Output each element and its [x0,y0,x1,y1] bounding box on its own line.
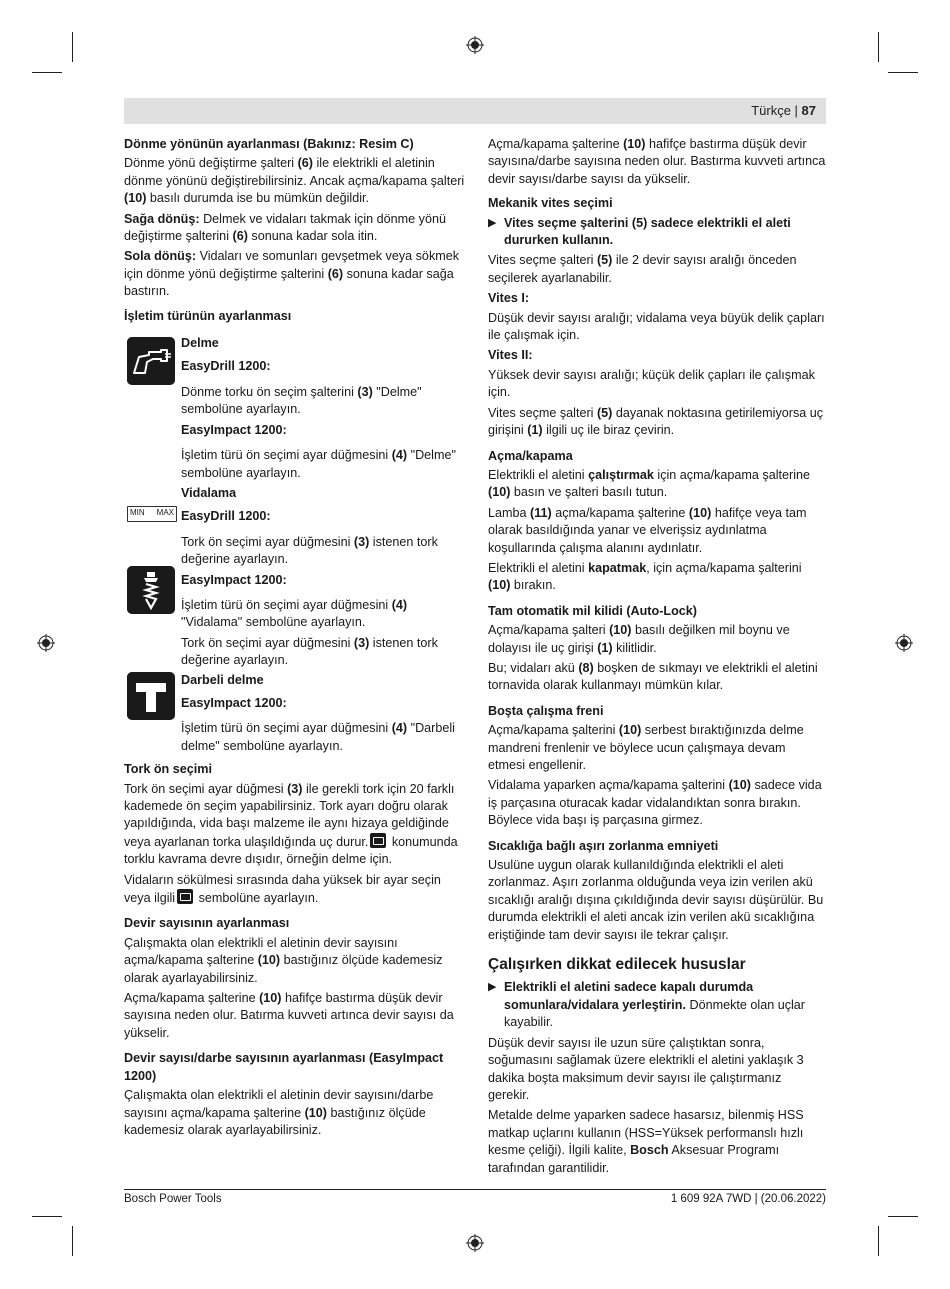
crop-mark [32,1216,62,1217]
warning-bullet: ▶ Elektrikli el aletini sadece kapalı durumda somunlara/vidalara yerleştirin. Dönmekte olan uçlar kayabilir. [488,980,806,1030]
paragraph: Vites seçme şalteri (5) ile 2 devir sayısı aralığı önceden seçilerek ayarlanabilir. [488,253,797,285]
paragraph: Usulüne uygun olarak kullanıldığında elektrikli el aleti zorlanmaz. Aşırı zorlanma olduğunda veya izin verilen akü sıcaklığı aralığı dışına çıkıldığında devir sayısı düşürülür. Bu durumda elektrikli el aleti ancak izin verilen akü sıcaklığına eriştiğinde tam devir sayısı ile tekrar çalışır. [488,858,824,942]
crop-mark [72,32,73,62]
right-column [488,136,826,1180]
paragraph: İşletim türü ön seçimi ayar düğmesini (4) "Vidalama" sembolüne ayarlayın. [181,597,408,630]
crop-mark [888,1216,918,1217]
section-title: Devir sayısı/darbe sayısının ayarlanması (EasyImpact 1200) [124,1051,444,1083]
mode-impact-drilling [124,672,468,756]
paragraph: Vidalama yaparken açma/kapama şalterini (10) sadece vida iş parçasına oturacak kadar vidalandıktan sonra bırakın. Böylece vida başı iş parçasına girmez. [488,778,822,828]
crop-mark [32,72,62,73]
mode-title: Darbeli delme [181,672,264,687]
paragraph: Yüksek devir sayısı aralığı; küçük delik çapları ile çalışmak için. [488,367,815,400]
paragraph: Tork ön seçimi ayar düğmesini (3) istenen tork değerine ayarlayın. [181,534,438,567]
header-language: Türkçe [751,103,791,118]
paragraph: Çalışmakta olan elektrikli el aletinin devir sayısını açma/kapama şalterine (10) bastığınız ölçüde kademesiz olarak ayarlayabilirsiniz. [124,935,443,985]
model-label: EasyImpact 1200: [181,572,287,587]
header-text: Türkçe | 87 [751,103,816,118]
paragraph: Çalışmakta olan elektrikli el aletinin devir sayısını/darbe sayısını açma/kapama şalterine (10) bastığınız ölçüde kademesiz olarak ayarlayabilirsiniz. [124,1088,434,1137]
crop-mark [72,1226,73,1256]
screw-mode-icon [127,566,175,614]
drill-symbol-icon [370,833,386,848]
page-header [124,98,826,124]
mode-screwdriving [124,485,468,670]
bullet-triangle-icon: ▶ [488,216,497,229]
footer-brand: Bosch Power Tools [124,1193,222,1205]
paragraph: Tork ön seçimi ayar düğmesi (3) ile gerekli tork için 20 farklı kademede ön seçim yapabilirsiniz. Tork ayarı doğru olarak yapıldığında, vida başı malzeme ile aynı hizaya geldiğinde veya ayarlanan torka ulaşıldığında uç durur. konumunda torklu kavrama devre dışıdır, örneğin delme için. [124,781,458,867]
section-title: Tork ön seçimi [124,762,212,777]
gear-label: Vites I: [488,291,530,306]
paragraph: Açma/kapama şalteri (10) basılı değilken mil boynu ve dolayısı ile uç girişi (1) kilitlidir. [488,623,790,655]
paragraph: Elektrikli el aletini kapatmak, için açma/kapama şalterini (10) bırakın. [488,560,802,593]
model-label: EasyImpact 1200: [181,695,287,710]
mode-title: Vidalama [181,485,237,500]
gear-label: Vites II: [488,348,533,363]
section-title: Mekanik vites seçimi [488,196,613,211]
paragraph: Dönme yönü değiştirme şalteri (6) ile elektrikli el aletinin dönme yönünü değiştirebilirsiniz. Ancak açma/kapama şalteri (10) basılı durumda ise bu mümkün değildir. [124,156,465,206]
crop-mark [878,32,879,62]
paragraph: Elektrikli el aletini çalıştırmak için açma/kapama şalterine (10) basın ve şalteri basılı tutun. [488,467,810,500]
paragraph: Sağa dönüş: Delmek ve vidaları takmak için dönme yönü değiştirme şalterini (6) sonuna kadar sola itin. [124,211,446,244]
model-label: EasyDrill 1200: [181,509,271,524]
torque-scale-icon: MIN MAX [127,506,177,522]
model-label: EasyDrill 1200: [181,359,271,374]
paragraph: Tork ön seçimi ayar düğmesini (3) istenen tork değerine ayarlayın. [181,635,438,668]
paragraph: Vidaların sökülmesi sırasında daha yüksek bir ayar seçin veya ilgili sembolüne ayarlayın. [124,872,441,906]
hammer-mode-icon [127,672,175,720]
paragraph: Açma/kapama şalterini (10) serbest bıraktığınızda delme mandreni frenlenir ve böylece ucun çalışmaya devam etmesi engellenir. [488,723,804,772]
paragraph: Bu; vidaları akü (8) boşken de sıkmayı ve elektrikli el aletini tornavida olarak kullanmayı mümkün kılar. [488,660,818,693]
registration-mark-icon [466,36,484,54]
registration-mark-icon [466,1234,484,1252]
paragraph: Sola dönüş: Vidaları ve somunları gevşetmek veya sökmek için dönme yönü değiştirme şalterini (6) sonuna kadar sağa bastırın. [124,249,460,299]
paragraph: Düşük devir sayısı ile uzun süre çalıştıktan sonra, soğumasını sağlamak üzere elektrikli el aletini yaklaşık 3 dakika boşta maksimum devir sayısı ile çalıştırmanız gerekir. [488,1035,804,1102]
left-column [124,136,468,1142]
registration-mark-icon [895,634,913,652]
section-heading: Çalışırken dikkat edilecek hususlar [488,956,746,974]
warning-bullet: ▶ Vites seçme şalterini (5) sadece elektrikli el aleti dururken kullanın. [488,215,791,248]
paragraph: Açma/kapama şalterine (10) hafifçe bastırma düşük devir sayısına/darbe sayısına neden olur. Bastırma kuvveti artınca devir sayısı/darbe sayısı da yükselir. [488,137,826,186]
section-title: İşletim türünün ayarlanması [124,308,292,323]
mode-drilling [124,335,468,482]
footer-doc-id: 1 609 92A 7WD | (20.06.2022) [670,1193,826,1205]
paragraph: İşletim türü ön seçimi ayar düğmesini (4) "Delme" sembolüne ayarlayın. [181,448,456,480]
paragraph: Açma/kapama şalterine (10) hafifçe bastırma düşük devir sayısına neden olur. Batırma kuvveti artınca devir sayısı da yükselir. [124,991,454,1040]
section-title: Dönme yönünün ayarlanması (Bakınız: Resim C) [124,137,414,151]
crop-mark [878,1226,879,1256]
footer-divider [124,1189,826,1190]
paragraph: Düşük devir sayısı aralığı; vidalama veya büyük delik çapları ile çalışmak için. [488,310,825,343]
paragraph: Dönme torku ön seçim şalterini (3) "Delme" sembolüne ayarlayın. [181,384,422,417]
drill-mode-icon [127,337,175,385]
model-label: EasyImpact 1200: [181,422,287,437]
section-title: Sıcaklığa bağlı aşırı zorlanma emniyeti [488,838,719,853]
crop-mark [888,72,918,73]
paragraph: Lamba (11) açma/kapama şalterine (10) hafifçe veya tam olarak basıldığında yanar ve elverişsiz aydınlatma koşullarında çalışma alanını aydınlatır. [488,505,807,555]
section-title: Tam otomatik mil kilidi (Auto-Lock) [488,603,697,618]
drill-symbol-icon [177,889,193,904]
paragraph: İşletim türü ön seçimi ayar düğmesini (4) "Darbeli delme" sembolüne ayarlayın. [181,721,455,753]
section-title: Açma/kapama [488,448,573,463]
paragraph: Metalde delme yaparken sadece hasarsız, bilenmiş HSS matkap uçlarını kullanın (HSS=Yüksek performanslı hızlı kesme çeliği). İlgili kalite, Bosch Aksesuar Programı tarafından garantilidir. [488,1108,804,1175]
section-title: Devir sayısının ayarlanması [124,916,290,931]
page-number: 87 [801,103,816,118]
bullet-triangle-icon: ▶ [488,981,497,994]
registration-mark-icon [37,634,55,652]
paragraph: Vites seçme şalteri (5) dayanak noktasına getirilemiyorsa uç girişini (1) ilgili uç ile biraz çevirin. [488,405,824,438]
section-title: Boşta çalışma freni [488,703,604,718]
mode-title: Delme [181,336,219,351]
